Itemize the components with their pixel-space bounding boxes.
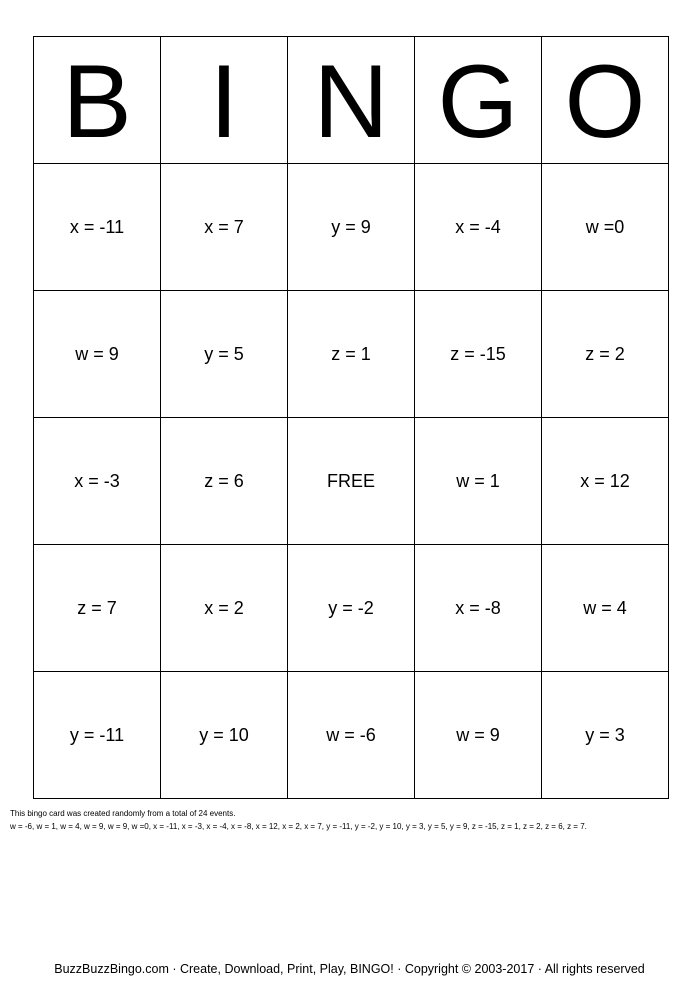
bingo-square: y = 3 [542,672,669,799]
bingo-header-row [34,37,669,164]
bingo-square: y = 5 [161,291,288,418]
header-letter-i [161,37,288,164]
header-letter-g [415,37,542,164]
bingo-square: x = 2 [161,545,288,672]
header-letter-o [542,37,669,164]
bingo-row [34,418,669,545]
bingo-row [34,291,669,418]
header-letter: G [437,44,519,160]
header-letter-n [288,37,415,164]
header-letter: N [313,44,389,160]
card-info [10,807,695,833]
bingo-square: w = 9 [34,291,161,418]
bingo-square: y = 9 [288,164,415,291]
bingo-square: z = 2 [542,291,669,418]
header-letter: I [209,44,239,160]
bingo-square: w = 1 [415,418,542,545]
header-letter: O [564,44,646,160]
card-info-summary: This bingo card was created randomly from a total of 24 events. [10,809,236,818]
bingo-row [34,672,669,799]
bingo-square: x = -11 [34,164,161,291]
page-footer: BuzzBuzzBingo.com · Create, Download, Print, Play, BINGO! · Copyright © 2003-2017 · All rights reserved [54,962,645,976]
bingo-square: x = 12 [542,418,669,545]
bingo-square: z = 6 [161,418,288,545]
bingo-square: z = 7 [34,545,161,672]
bingo-card [33,36,669,799]
bingo-row [34,164,669,291]
bingo-square: w =0 [542,164,669,291]
bingo-row [34,545,669,672]
bingo-square: z = -15 [415,291,542,418]
card-info-events: w = -6, w = 1, w = 4, w = 9, w = 9, w =0, x = -11, x = -3, x = -4, x = -8, x = 12, x = 2, x = 7, y = -11, y = -2, y = 10, y = 3, y = 5, y = 9, z = -15, z = 1, z = 2, z = 6, z = 7. [10,822,587,831]
bingo-square: y = -2 [288,545,415,672]
bingo-square: x = 7 [161,164,288,291]
bingo-square: y = -11 [34,672,161,799]
bingo-square: x = -3 [34,418,161,545]
bingo-square: w = 4 [542,545,669,672]
bingo-square: w = 9 [415,672,542,799]
bingo-square: y = 10 [161,672,288,799]
bingo-square: x = -4 [415,164,542,291]
header-letter: B [62,44,132,160]
bingo-square: z = 1 [288,291,415,418]
bingo-square: x = -8 [415,545,542,672]
header-letter-b [34,37,161,164]
free-square: FREE [288,418,415,545]
bingo-square: w = -6 [288,672,415,799]
